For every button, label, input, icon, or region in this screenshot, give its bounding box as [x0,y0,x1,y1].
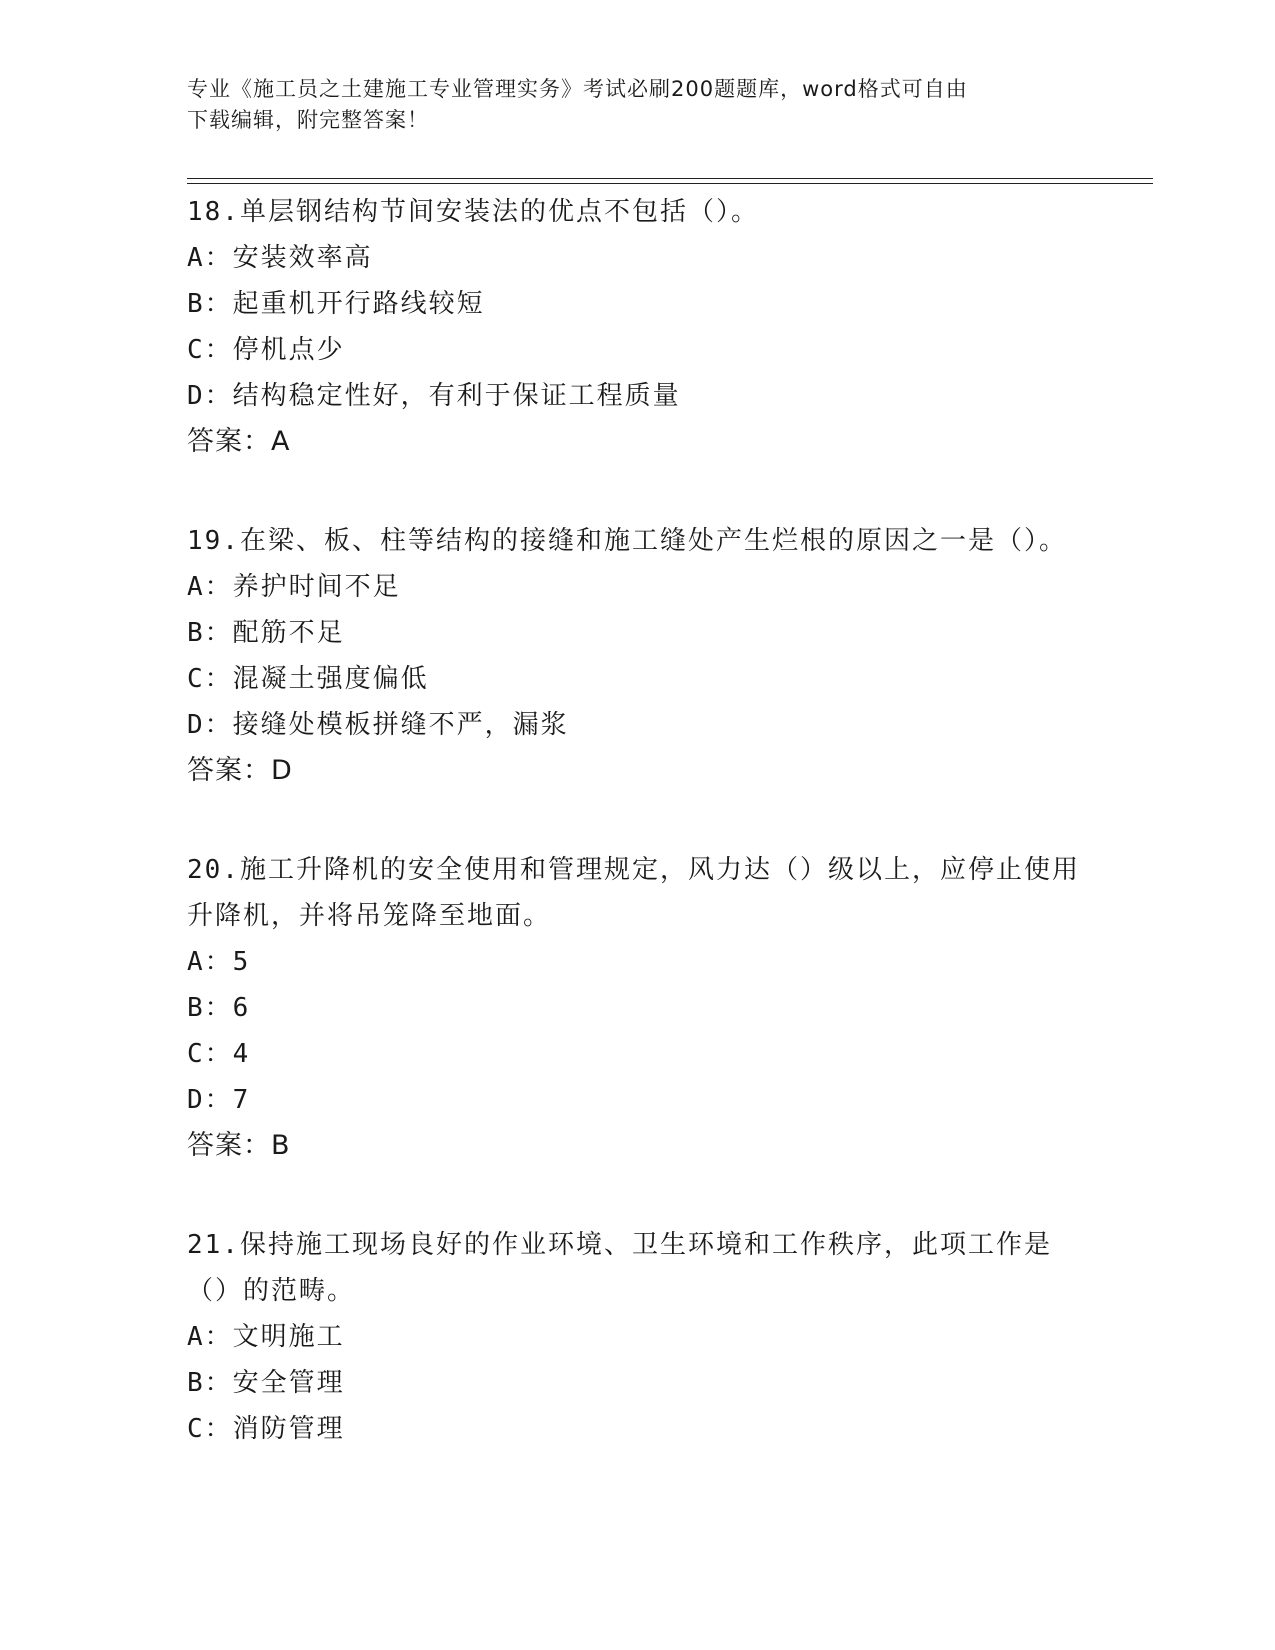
option-b: B：6 [187,993,251,1023]
question-21 [187,1222,1087,1452]
answer-line: 答案：A [187,426,291,457]
option-b: B：安全管理 [187,1368,345,1398]
option-d: D：接缝处模板拼缝不严，漏浆 [187,710,569,740]
question-19 [187,518,1087,794]
option-c: C：停机点少 [187,335,345,365]
header-line-1: 专业《施工员之土建施工专业管理实务》考试必刷200题题库，word格式可自由 [187,77,968,101]
answer-line: 答案：D [187,755,293,786]
header-divider-bottom [187,183,1153,184]
option-a: A：安装效率高 [187,243,373,273]
option-c: C：混凝土强度偏低 [187,664,429,694]
question-stem: 18.单层钢结构节间安装法的优点不包括（）。 [187,197,759,227]
option-b: B：配筋不足 [187,618,345,648]
option-c: C：消防管理 [187,1414,345,1444]
header-line-2: 下载编辑，附完整答案！ [187,108,429,132]
header-divider-top [187,178,1153,179]
option-a: A：养护时间不足 [187,572,401,602]
option-d: D：结构稳定性好，有利于保证工程质量 [187,381,681,411]
question-18 [187,189,1087,465]
option-a: A：5 [187,947,251,977]
option-c: C：4 [187,1039,251,1069]
question-list [187,189,1087,1505]
option-b: B：起重机开行路线较短 [187,289,485,319]
question-stem: 19.在梁、板、柱等结构的接缝和施工缝处产生烂根的原因之一是（）。 [187,526,1067,556]
option-d: D：7 [187,1085,251,1115]
question-stem: 21.保持施工现场良好的作业环境、卫生环境和工作秩序，此项工作是（）的范畴。 [187,1230,1052,1306]
document-header [187,74,1087,136]
answer-line: 答案：B [187,1130,291,1161]
question-stem: 20.施工升降机的安全使用和管理规定，风力达（）级以上，应停止使用升降机，并将吊笼降至地面。 [187,855,1080,931]
question-20 [187,847,1087,1169]
option-a: A：文明施工 [187,1322,345,1352]
